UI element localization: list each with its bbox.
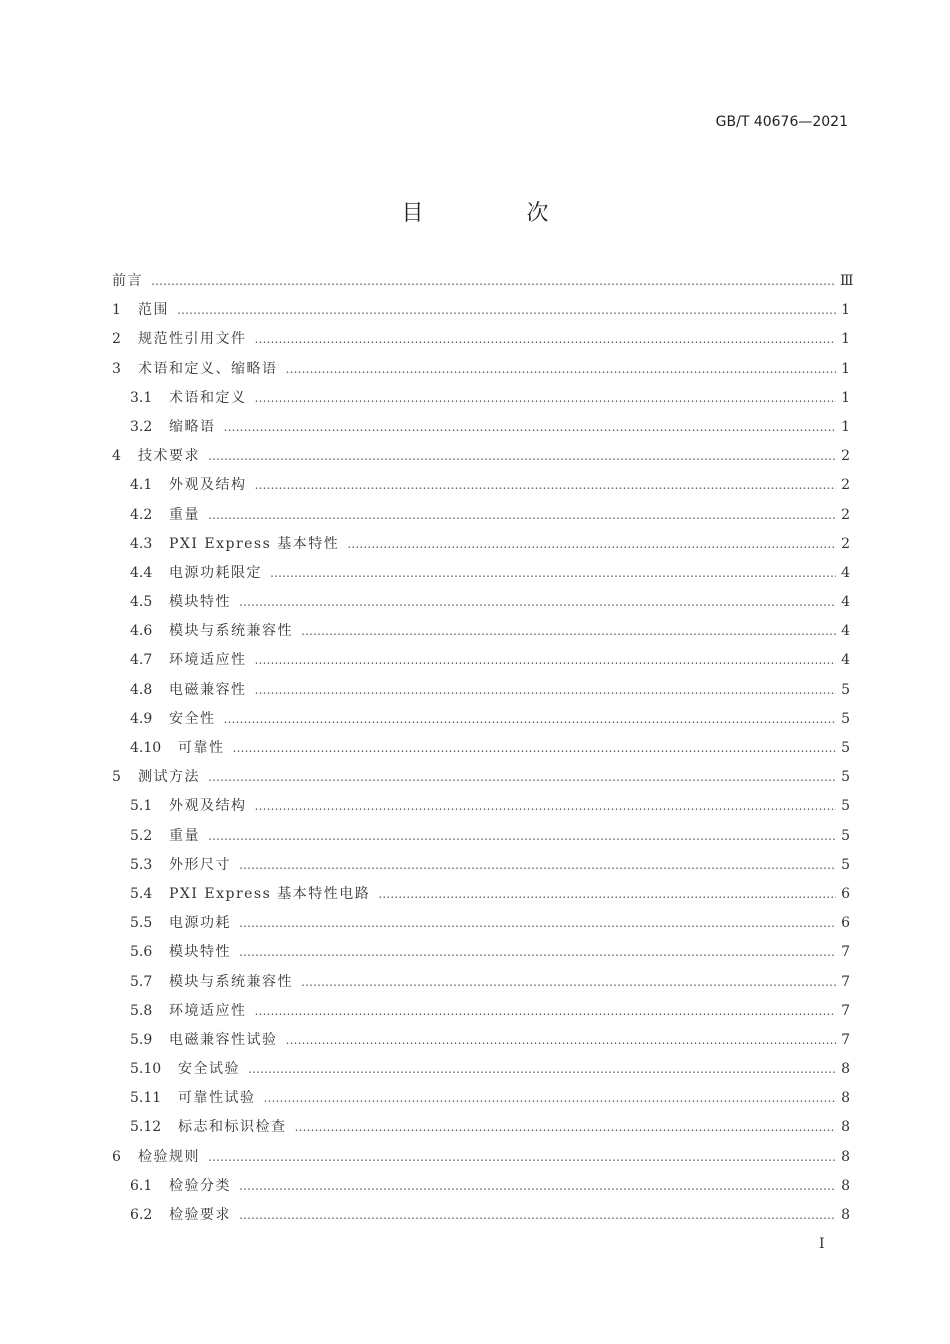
dot-leader	[255, 478, 837, 492]
toc-entry-label: 技术要求	[138, 448, 200, 465]
toc-entry-number: 3.2	[130, 418, 153, 435]
toc-entry[interactable]	[112, 533, 850, 562]
document-code: GB/T 40676—2021	[715, 114, 848, 130]
dot-leader	[208, 508, 836, 522]
toc-entry-label: 外观及结构	[169, 477, 247, 494]
toc-entry-label: 术语和定义、缩略语	[138, 360, 278, 377]
toc-entry-label: 电磁兼容性试验	[169, 1031, 278, 1048]
toc-entry[interactable]	[112, 562, 850, 591]
toc-entry-label: 缩略语	[169, 418, 216, 435]
toc-entry-page: 8	[841, 1090, 850, 1107]
toc-entry-label: 模块与系统兼容性	[169, 973, 293, 990]
toc-entry[interactable]	[112, 445, 850, 474]
toc-entry-page: 8	[841, 1207, 850, 1223]
toc-entry-page: 5	[841, 798, 850, 815]
toc-entry-label: 前言	[112, 273, 143, 289]
toc-entry[interactable]	[112, 708, 850, 737]
toc-entry-label: PXI Express 基本特性电路	[169, 885, 371, 902]
toc-entry[interactable]	[112, 504, 850, 533]
toc-entry-label: 术语和定义	[169, 389, 247, 406]
toc-entry-page: 5	[841, 769, 850, 786]
toc-entry-number: 5.9	[130, 1031, 153, 1048]
toc-entry-page: 1	[841, 360, 850, 377]
dot-leader	[378, 887, 836, 901]
toc-entry-number: 6.1	[130, 1177, 153, 1194]
toc-entry-page: 1	[841, 389, 850, 406]
toc-entry[interactable]	[112, 795, 850, 824]
toc-entry-label: 安全试验	[178, 1061, 240, 1078]
dot-leader	[239, 1208, 836, 1222]
toc-entry[interactable]	[112, 825, 850, 854]
toc-entry[interactable]	[112, 620, 850, 649]
toc-entry-label: 检验规则	[138, 1148, 200, 1165]
toc-entry-number: 4.7	[130, 652, 153, 669]
dot-leader	[255, 799, 837, 813]
toc-entry-page: 8	[841, 1148, 850, 1165]
toc-entry-page: 5	[841, 710, 850, 727]
toc-entry-page: 4	[841, 564, 850, 581]
toc-entry[interactable]	[112, 971, 850, 1000]
toc-entry-number: 4.9	[130, 710, 153, 727]
dot-leader	[286, 362, 837, 376]
toc-entry-page: 8	[841, 1061, 850, 1078]
toc-entry-label: 重量	[169, 827, 200, 844]
toc-entry[interactable]	[112, 649, 850, 678]
dot-leader	[264, 1091, 837, 1105]
toc-entry-number: 3.1	[130, 389, 153, 406]
dot-leader	[239, 1179, 836, 1193]
toc-entry-label: 检验要求	[169, 1207, 231, 1223]
toc-entry-label: 电源功耗限定	[169, 564, 262, 581]
toc-entry-label: 可靠性	[178, 740, 225, 756]
toc-entry-page: 8	[841, 1177, 850, 1194]
toc-entry-number: 4.3	[130, 535, 153, 552]
dot-leader	[151, 274, 836, 288]
toc-entry-number: 5.10	[130, 1061, 162, 1078]
toc-entry[interactable]	[112, 474, 850, 503]
dot-leader	[255, 391, 837, 405]
dot-leader	[255, 1004, 837, 1018]
toc-title: 目 次	[401, 201, 597, 226]
toc-entry-number: 4.6	[130, 623, 153, 640]
dot-leader	[177, 303, 836, 317]
dot-leader	[286, 1033, 837, 1047]
dot-leader	[255, 653, 837, 667]
toc-entry-label: 标志和标识检查	[178, 1119, 287, 1136]
page-number: Ⅰ	[819, 1236, 825, 1252]
toc-entry[interactable]	[112, 270, 854, 299]
toc-entry-page: 1	[841, 331, 850, 348]
toc-entry-number: 4.8	[130, 681, 153, 698]
toc-entry[interactable]	[112, 1116, 850, 1145]
toc-entry-number: 5.12	[130, 1119, 162, 1136]
dot-leader	[301, 624, 836, 638]
toc-entry-label: 外形尺寸	[169, 856, 231, 873]
toc-entry-label: 模块与系统兼容性	[169, 623, 293, 640]
toc-entry-label: 重量	[169, 506, 200, 523]
toc-entry-number: 5.3	[130, 856, 153, 873]
toc-entry-page: 2	[841, 448, 850, 465]
toc-entry-number: 5.8	[130, 1002, 153, 1019]
dot-leader	[239, 916, 836, 930]
toc-entry[interactable]	[112, 1087, 850, 1116]
toc-entry[interactable]	[112, 1146, 850, 1175]
toc-entry[interactable]	[112, 766, 850, 795]
toc-entry-page: 5	[841, 681, 850, 698]
toc-entry-page: 5	[841, 827, 850, 844]
toc-entry[interactable]	[112, 299, 850, 328]
dot-leader	[224, 712, 837, 726]
dot-leader	[301, 975, 836, 989]
toc-entry-page: 2	[841, 535, 850, 552]
toc-entry-page: 1	[841, 302, 850, 319]
toc-entry-page: 5	[841, 740, 850, 756]
toc-entry-number: 4.2	[130, 506, 153, 523]
toc-entry[interactable]	[112, 1204, 850, 1233]
table-of-contents	[112, 270, 854, 1233]
toc-entry[interactable]	[112, 328, 850, 357]
toc-entry-page: 6	[841, 885, 850, 902]
toc-entry-page: 5	[841, 856, 850, 873]
toc-entry-number: 5.2	[130, 827, 153, 844]
toc-entry-label: 环境适应性	[169, 1002, 247, 1019]
toc-entry-label: 模块特性	[169, 944, 231, 961]
dot-leader	[208, 829, 836, 843]
toc-entry-page: 2	[841, 506, 850, 523]
toc-entry[interactable]	[112, 912, 850, 941]
toc-entry-number: 2	[112, 331, 121, 348]
toc-entry-label: 模块特性	[169, 594, 231, 611]
toc-entry-page: 7	[841, 1031, 850, 1048]
dot-leader	[233, 741, 837, 755]
toc-entry-number: 4.10	[130, 740, 162, 756]
toc-entry-page: Ⅲ	[840, 273, 854, 289]
toc-entry-number: 4	[112, 448, 121, 465]
dot-leader	[270, 566, 836, 580]
dot-leader	[255, 332, 837, 346]
toc-entry-number: 5.1	[130, 798, 153, 815]
toc-entry-label: 安全性	[169, 710, 216, 727]
toc-entry[interactable]	[112, 941, 850, 970]
toc-entry-number: 6	[112, 1148, 121, 1165]
toc-entry-label: 范围	[138, 302, 169, 319]
toc-entry-label: 电磁兼容性	[169, 681, 247, 698]
toc-entry-number: 4.5	[130, 594, 153, 611]
toc-entry-label: 外观及结构	[169, 798, 247, 815]
toc-entry[interactable]	[112, 679, 850, 708]
toc-entry-page: 1	[841, 418, 850, 435]
toc-entry-page: 6	[841, 915, 850, 932]
toc-entry-label: PXI Express 基本特性	[169, 535, 340, 552]
toc-entry-number: 5.5	[130, 915, 153, 932]
toc-entry-label: 环境适应性	[169, 652, 247, 669]
toc-entry-page: 7	[841, 973, 850, 990]
toc-entry[interactable]	[112, 1058, 850, 1087]
toc-entry-number: 5.4	[130, 885, 153, 902]
toc-entry-label: 检验分类	[169, 1177, 231, 1194]
toc-entry[interactable]	[112, 883, 850, 912]
toc-entry[interactable]	[112, 591, 850, 620]
dot-leader	[239, 945, 836, 959]
dot-leader	[208, 1150, 836, 1164]
dot-leader	[239, 858, 836, 872]
toc-entry-number: 1	[112, 302, 121, 319]
toc-entry[interactable]	[112, 358, 850, 387]
toc-entry-page: 2	[841, 477, 850, 494]
toc-entry-number: 5.11	[130, 1090, 162, 1107]
dot-leader	[208, 449, 836, 463]
toc-entry-number: 3	[112, 360, 121, 377]
dot-leader	[295, 1120, 837, 1134]
toc-entry[interactable]	[112, 737, 850, 766]
toc-entry-number: 6.2	[130, 1207, 153, 1223]
toc-entry[interactable]	[112, 387, 850, 416]
toc-entry-number: 5.7	[130, 973, 153, 990]
dot-leader	[255, 683, 837, 697]
toc-entry-page: 4	[841, 623, 850, 640]
toc-entry-page: 7	[841, 1002, 850, 1019]
toc-entry-label: 测试方法	[138, 769, 200, 786]
toc-entry-page: 4	[841, 652, 850, 669]
toc-entry[interactable]	[112, 1029, 850, 1058]
dot-leader	[239, 595, 836, 609]
dot-leader	[208, 770, 836, 784]
dot-leader	[347, 537, 836, 551]
toc-entry-page: 7	[841, 944, 850, 961]
toc-entry[interactable]	[112, 1175, 850, 1204]
toc-entry[interactable]	[112, 854, 850, 883]
toc-entry[interactable]	[112, 1000, 850, 1029]
toc-entry-number: 4.4	[130, 564, 153, 581]
toc-entry-number: 5.6	[130, 944, 153, 961]
toc-entry-page: 8	[841, 1119, 850, 1136]
dot-leader	[224, 420, 837, 434]
dot-leader	[248, 1062, 836, 1076]
toc-entry-page: 4	[841, 594, 850, 611]
toc-entry-number: 4.1	[130, 477, 153, 494]
toc-entry-number: 5	[112, 769, 121, 786]
toc-entry-label: 可靠性试验	[178, 1090, 256, 1107]
toc-entry-label: 规范性引用文件	[138, 331, 247, 348]
toc-entry[interactable]	[112, 416, 850, 445]
toc-entry-label: 电源功耗	[169, 915, 231, 932]
